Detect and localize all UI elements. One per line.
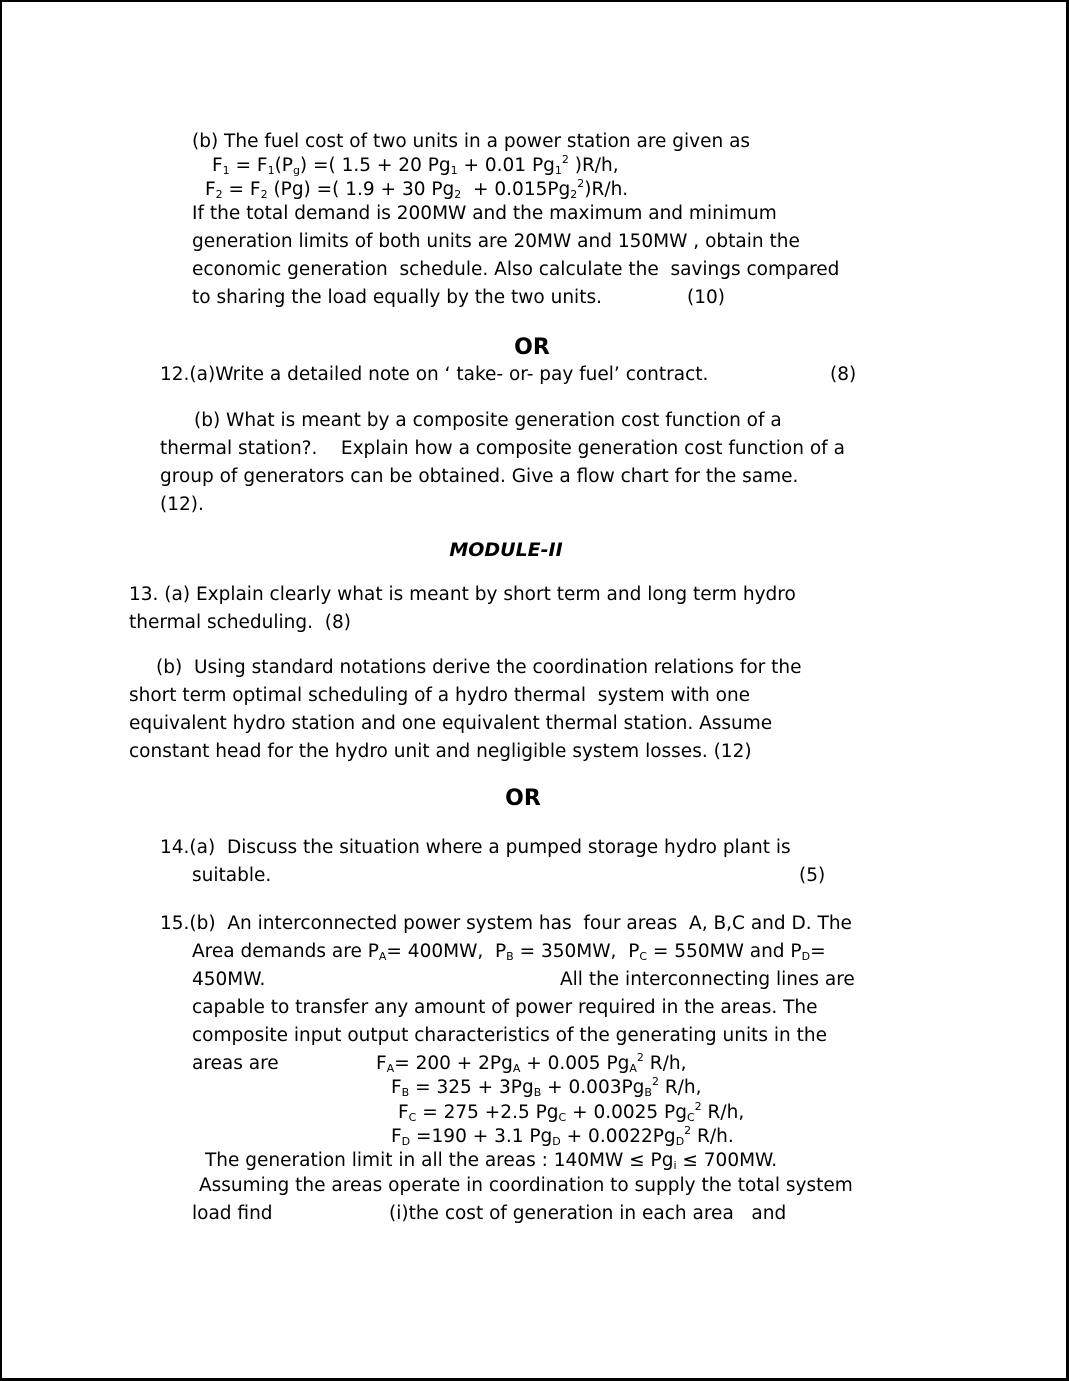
- subscript: C: [558, 1111, 567, 1124]
- subscript: D: [801, 950, 811, 963]
- subscript: 2: [570, 188, 578, 201]
- text-segment: F: [391, 1077, 402, 1098]
- text-line: [560, 968, 855, 992]
- text-segment: + 0.005 Pg: [520, 1053, 630, 1074]
- text-segment: + 0.0022Pg: [560, 1126, 676, 1147]
- text-segment: =: [810, 941, 826, 962]
- text-segment: Area demands are P: [192, 941, 379, 962]
- subscript: A: [386, 1062, 395, 1075]
- subscript: 1: [267, 164, 275, 177]
- text-segment: (b) What is meant by a composite generation cost function of a: [194, 410, 782, 431]
- subscript: 2: [454, 188, 462, 201]
- text-segment: F: [212, 155, 223, 176]
- text-segment: 450MW.: [192, 969, 266, 990]
- text-line: [391, 1125, 734, 1149]
- subscript: C: [686, 1111, 695, 1124]
- text-segment: F: [376, 1053, 387, 1074]
- subscript: B: [644, 1086, 652, 1099]
- text-segment: (12).: [160, 494, 204, 515]
- text-segment: The generation limit in all the areas : 140MW ≤ Pg: [205, 1150, 674, 1171]
- text-segment: capable to transfer any amount of power required in the areas. The: [192, 997, 818, 1018]
- text-segment: + 0.01 Pg: [457, 155, 555, 176]
- text-segment: (10): [687, 287, 725, 308]
- text-segment: short term optimal scheduling of a hydro thermal system with one: [129, 685, 751, 706]
- text-line: [192, 286, 602, 310]
- superscript: 2: [636, 1051, 644, 1064]
- text-segment: equivalent hydro station and one equivalent thermal station. Assume: [129, 713, 773, 734]
- text-segment: R/h.: [691, 1126, 734, 1147]
- subscript: D: [401, 1135, 411, 1148]
- text-line: [398, 1101, 744, 1125]
- text-segment: F: [391, 1126, 402, 1147]
- text-segment: R/h,: [658, 1077, 702, 1098]
- text-line: [192, 258, 839, 282]
- text-line: [160, 465, 798, 489]
- text-segment: areas are: [192, 1053, 279, 1074]
- text-segment: thermal scheduling. (8): [129, 612, 351, 633]
- text-segment: = 200 + 2Pg: [394, 1053, 513, 1074]
- text-line: [129, 583, 796, 607]
- text-line: [192, 864, 271, 888]
- subscript: 2: [260, 188, 268, 201]
- text-segment: = 550MW and P: [647, 941, 802, 962]
- subscript: B: [533, 1086, 542, 1099]
- text-line: [160, 363, 708, 387]
- module-heading: MODULE-II: [449, 539, 563, 561]
- text-segment: F: [205, 179, 216, 200]
- text-line: [160, 912, 852, 936]
- subscript: C: [408, 1111, 417, 1124]
- text-segment: (5): [799, 865, 826, 886]
- text-segment: 12.(a)Write a detailed note on ‘ take- or- pay fuel’ contract.: [160, 364, 709, 385]
- superscript: 2: [684, 1124, 692, 1137]
- or-heading: OR: [514, 335, 550, 360]
- text-line: [799, 864, 825, 888]
- text-segment: = 325 + 3Pg: [409, 1077, 534, 1098]
- text-line: [129, 712, 772, 736]
- text-segment: 14.(a) Discuss the situation where a pumped storage hydro plant is: [160, 837, 791, 858]
- text-line: [160, 493, 204, 517]
- text-line: [192, 1202, 273, 1226]
- text-segment: + 0.0025 Pg: [566, 1102, 687, 1123]
- text-line: [192, 940, 826, 964]
- text-segment: ≤ 700MW.: [676, 1150, 778, 1171]
- superscript: 2: [577, 177, 585, 190]
- text-line: [830, 363, 856, 387]
- text-segment: ) =( 1.5 + 20 Pg: [299, 155, 451, 176]
- text-line: [376, 1052, 686, 1076]
- text-segment: =190 + 3.1 Pg: [410, 1126, 553, 1147]
- superscript: 2: [561, 153, 569, 166]
- text-segment: suitable.: [192, 865, 272, 886]
- text-segment: 13. (a) Explain clearly what is meant by short term and long term hydro: [129, 584, 796, 605]
- text-line: [389, 1202, 786, 1226]
- text-segment: (i)the cost of generation in each area and: [389, 1203, 787, 1224]
- text-line: [160, 836, 791, 860]
- text-segment: Assuming the areas operate in coordination to supply the total system: [199, 1175, 853, 1196]
- text-segment: All the interconnecting lines are: [560, 969, 855, 990]
- text-segment: + 0.015Pg: [461, 179, 571, 200]
- text-line: [129, 611, 351, 635]
- subscript: A: [378, 950, 387, 963]
- text-line: [192, 202, 777, 226]
- text-line: [156, 656, 802, 680]
- text-segment: economic generation schedule. Also calculate the savings compared: [192, 259, 840, 280]
- text-segment: R/h,: [643, 1053, 687, 1074]
- text-segment: (P: [274, 155, 293, 176]
- text-segment: constant head for the hydro unit and negligible system losses. (12): [129, 741, 752, 762]
- text-segment: = 275 +2.5 Pg: [416, 1102, 559, 1123]
- text-segment: = F: [222, 179, 261, 200]
- superscript: 2: [651, 1075, 659, 1088]
- subscript: 1: [450, 164, 458, 177]
- superscript: 2: [694, 1100, 702, 1113]
- text-segment: (Pg) =( 1.9 + 30 Pg: [267, 179, 455, 200]
- subscript: B: [506, 950, 514, 963]
- text-line: [192, 230, 800, 254]
- subscript: A: [629, 1062, 637, 1075]
- text-segment: R/h,: [701, 1102, 745, 1123]
- text-line: [194, 409, 782, 433]
- text-segment: F: [398, 1102, 409, 1123]
- subscript: 1: [222, 164, 230, 177]
- subscript: g: [292, 164, 300, 177]
- subscript: 2: [215, 188, 223, 201]
- text-line: [205, 178, 628, 202]
- text-segment: composite input output characteristics of the generating units in the: [192, 1025, 828, 1046]
- subscript: B: [401, 1086, 410, 1099]
- text-segment: to sharing the load equally by the two units.: [192, 287, 602, 308]
- text-line: [391, 1076, 702, 1100]
- subscript: i: [673, 1159, 677, 1172]
- text-segment: (b) Using standard notations derive the coordination relations for the: [156, 657, 802, 678]
- text-segment: If the total demand is 200MW and the maximum and minimum: [192, 203, 777, 224]
- text-line: [160, 437, 845, 461]
- text-segment: = 350MW, P: [513, 941, 640, 962]
- text-line: [212, 154, 619, 178]
- text-line: [192, 996, 818, 1020]
- subscript: D: [675, 1135, 685, 1148]
- text-segment: )R/h,: [568, 155, 619, 176]
- text-line: [205, 1149, 777, 1173]
- text-line: [687, 286, 725, 310]
- subscript: 1: [554, 164, 562, 177]
- text-segment: )R/h.: [584, 179, 629, 200]
- text-line: [192, 130, 750, 154]
- text-line: [129, 684, 750, 708]
- subscript: D: [552, 1135, 561, 1148]
- text-line: [192, 1052, 279, 1076]
- text-segment: thermal station?. Explain how a composite generation cost function of a: [160, 438, 845, 459]
- text-line: [199, 1174, 853, 1198]
- text-segment: load find: [192, 1203, 273, 1224]
- text-segment: (8): [830, 364, 857, 385]
- text-segment: + 0.003Pg: [541, 1077, 645, 1098]
- text-line: [129, 740, 752, 764]
- text-line: [192, 1024, 827, 1048]
- subscript: C: [639, 950, 648, 963]
- subscript: A: [512, 1062, 521, 1075]
- text-segment: group of generators can be obtained. Give a flow chart for the same.: [160, 466, 799, 487]
- text-segment: (b) The fuel cost of two units in a power station are given as: [192, 131, 751, 152]
- or-heading: OR: [505, 786, 541, 811]
- text-line: [192, 968, 265, 992]
- text-segment: = 400MW, P: [386, 941, 507, 962]
- text-segment: = F: [229, 155, 268, 176]
- text-segment: generation limits of both units are 20MW and 150MW , obtain the: [192, 231, 800, 252]
- text-segment: 15.(b) An interconnected power system has four areas A, B,C and D. The: [160, 913, 852, 934]
